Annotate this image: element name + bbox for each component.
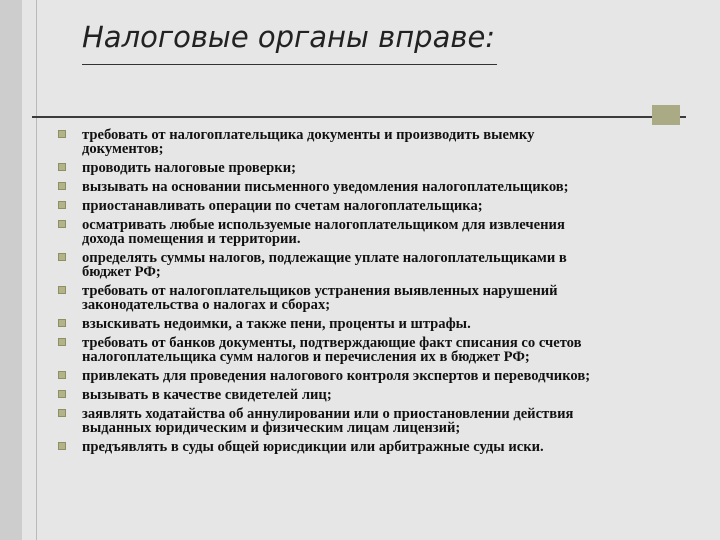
- slide-title: Налоговые органы вправе:: [82, 20, 496, 54]
- list-item-text: привлекать для проведения налогового контроля экспертов и переводчиков;: [82, 368, 591, 384]
- list-item-text: требовать от налогоплательщика документы и производить выемку: [82, 127, 535, 143]
- list-item: [58, 317, 718, 331]
- square-bullet-icon: [58, 253, 66, 261]
- square-bullet-icon: [58, 220, 66, 228]
- list-item: [58, 180, 718, 194]
- list-item-text: взыскивать недоимки, а также пени, проценты и штрафы.: [82, 316, 471, 332]
- list-item-text: требовать от банков документы, подтверждающие факт списания со счетов: [82, 335, 582, 351]
- left-vertical-rule: [36, 0, 37, 540]
- list-item: [58, 440, 718, 454]
- title-divider: [32, 116, 686, 118]
- list-item: [58, 336, 718, 364]
- square-bullet-icon: [58, 371, 66, 379]
- list-item: [58, 369, 718, 383]
- accent-box: [652, 105, 680, 125]
- square-bullet-icon: [58, 201, 66, 209]
- square-bullet-icon: [58, 409, 66, 417]
- list-item-text: бюджет РФ;: [82, 264, 161, 280]
- square-bullet-icon: [58, 338, 66, 346]
- list-item-text: вызывать в качестве свидетелей лиц;: [82, 387, 332, 403]
- list-item: [58, 218, 718, 246]
- list-item-text: налогоплательщика сумм налогов и перечисления их в бюджет РФ;: [82, 349, 530, 365]
- list-item: [58, 388, 718, 402]
- bullet-list: [58, 128, 718, 459]
- list-item: [58, 284, 718, 312]
- list-item: [58, 407, 718, 435]
- list-item-text: осматривать любые используемые налогоплательщиком для извлечения: [82, 217, 565, 233]
- list-item-text: предъявлять в суды общей юрисдикции или арбитражные суды иски.: [82, 439, 544, 455]
- square-bullet-icon: [58, 442, 66, 450]
- list-item-text: определять суммы налогов, подлежащие уплате налогоплательщиками в: [82, 250, 567, 266]
- list-item-text: выданных юридическим и физическим лицам лицензий;: [82, 420, 461, 436]
- list-item-text: проводить налоговые проверки;: [82, 160, 296, 176]
- square-bullet-icon: [58, 163, 66, 171]
- square-bullet-icon: [58, 182, 66, 190]
- list-item-text: приостанавливать операции по счетам налогоплательщика;: [82, 198, 483, 214]
- square-bullet-icon: [58, 319, 66, 327]
- list-item: [58, 128, 718, 156]
- list-item: [58, 251, 718, 279]
- list-item-text: дохода помещения и территории.: [82, 231, 301, 247]
- list-item-text: документов;: [82, 141, 164, 157]
- title-underline: [82, 64, 497, 65]
- list-item-text: вызывать на основании письменного уведомления налогоплательщиков;: [82, 179, 569, 195]
- list-item-text: заявлять ходатайства об аннулировании или о приостановлении действия: [82, 406, 574, 422]
- list-item: [58, 161, 718, 175]
- list-item: [58, 199, 718, 213]
- square-bullet-icon: [58, 130, 66, 138]
- left-decorative-bar: [0, 0, 22, 540]
- square-bullet-icon: [58, 286, 66, 294]
- square-bullet-icon: [58, 390, 66, 398]
- list-item-text: требовать от налогоплательщиков устранения выявленных нарушений: [82, 283, 558, 299]
- list-item-text: законодательства о налогах и сборах;: [82, 297, 331, 313]
